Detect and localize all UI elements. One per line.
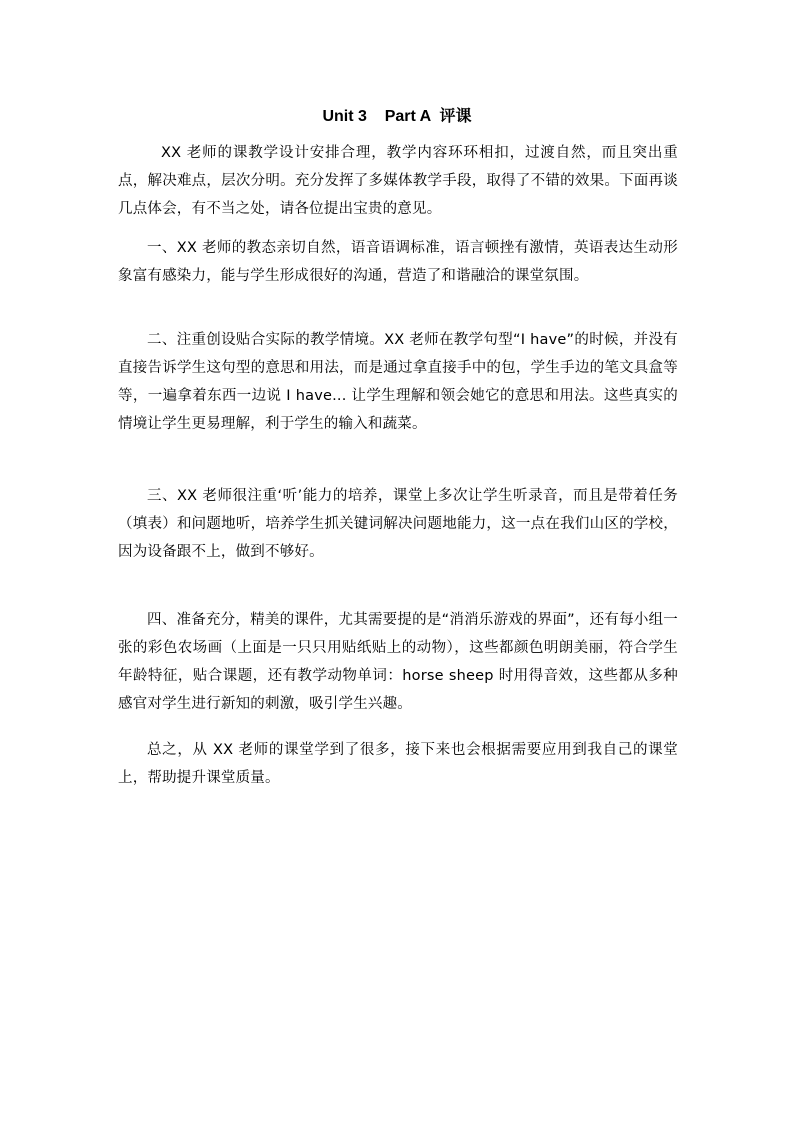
paragraph-point-4: 四、准备充分，精美的课件，尤其需要提的是“消消乐游戏的界面”，还有每小组一张的彩色农场画（上面是一只只用贴纸贴上的动物），这些都颜色明朗美丽，符合学生年龄特征，贴合课题，还有教学动物单词：horse sheep 时用得音效，这些都从多种感官对学生进行新知的刺激，吸引学生兴趣。: [118, 612, 678, 712]
paragraph-point-3: 三、XX 老师很注重‘听’能力的培养，课堂上多次让学生听录音，而且是带着任务（填表）和问题地听，培养学生抓关键词解决问题地能力，这一点在我们山区的学校，因为设备跟不上，做到不够好。: [118, 488, 678, 560]
paragraph-point-1: 一、XX 老师的教态亲切自然，语音语调标准，语言顿挫有激情，英语表达生动形象富有感染力，能与学生形成很好的沟通，营造了和谐融洽的课堂氛围。: [118, 240, 678, 284]
document-title: Unit 3 Part A 评课: [322, 108, 472, 125]
paragraph-intro: XX 老师的课教学设计安排合理，教学内容环环相扣，过渡自然，而且突出重点，解决难点，层次分明。充分发挥了多媒体教学手段，取得了不错的效果。下面再谈几点体会，有不当之处，请各位提出宝贵的意见。: [118, 145, 678, 217]
paragraph-conclusion: 总之，从 XX 老师的课堂学到了很多，接下来也会根据需要应用到我自己的课堂上，帮助提升课堂质量。: [118, 742, 678, 786]
paragraph-point-2: 二、注重创设贴合实际的教学情境。XX 老师在教学句型“I have”的时候，并没有直接告诉学生这句型的意思和用法，而是通过拿直接手中的包，学生手边的笔文具盒等等，一遍拿着东西一边说 I have... 让学生理解和领会她它的意思和用法。这些真实的情境让学生更易理解，利于学生的输入和蔬菜。: [118, 332, 678, 432]
